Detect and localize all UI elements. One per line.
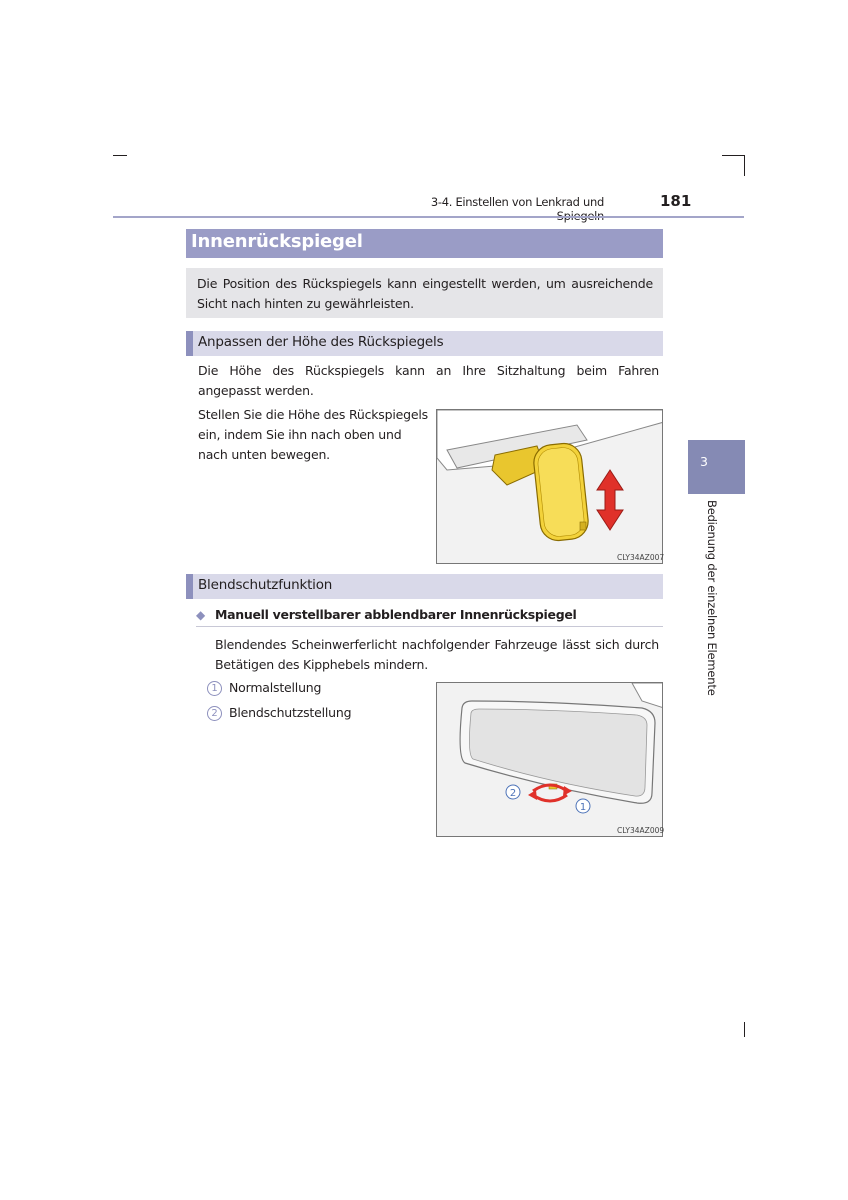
circle-number-2: 2	[207, 706, 222, 721]
list-item-normal-label: Normalstellung	[229, 680, 322, 695]
figure-mirror-antiglare	[436, 682, 663, 837]
glare-paragraph: Blendendes Scheinwerferlicht nachfolgender Fahrzeuge lässt sich durch Betätigen des Kipphebels mindern.	[215, 637, 659, 672]
section-heading-height-text: Anpassen der Höhe des Rückspiegels	[198, 334, 444, 350]
page-title-bar	[186, 229, 663, 258]
subheading-manual-mirror-text: Manuell verstellbarer abblendbarer Innenrückspiegel	[215, 607, 577, 622]
intro-box	[186, 268, 663, 318]
list-item-normal	[207, 680, 321, 696]
chapter-tab	[688, 440, 745, 494]
section-heading-glare-text: Blendschutzfunktion	[198, 577, 333, 593]
intro-text: Die Position des Rückspiegels kann eingestellt werden, um ausreichende Sicht nach hinten zu gewährleisten.	[197, 276, 653, 311]
figure-mirror-height	[436, 409, 663, 564]
subheading-manual-mirror	[196, 606, 663, 627]
page-title: Innenrückspiegel	[191, 231, 363, 252]
height-paragraph-2: Stellen Sie die Höhe des Rückspiegels ein, indem Sie ihn nach oben und nach unten bewegen.	[198, 407, 428, 462]
list-item-antiglare-label: Blendschutzstellung	[229, 705, 352, 720]
callout-2: 2	[509, 788, 517, 799]
figure-code-1: CLY34AZ007	[617, 553, 665, 562]
crop-mark-bottom-right	[744, 1022, 745, 1037]
section-heading-glare	[186, 574, 663, 599]
mirror-height-illustration	[437, 410, 663, 564]
up-down-arrow-icon	[597, 470, 623, 530]
height-paragraph-1: Die Höhe des Rückspiegels kann an Ihre Sitzhaltung beim Fahren angepasst werden.	[198, 363, 659, 398]
circle-number-1: 1	[207, 681, 222, 696]
page-number: 181	[660, 192, 692, 210]
figure-code-2: CLY34AZ009	[617, 826, 665, 835]
chapter-number: 3	[700, 454, 708, 469]
crop-mark-top-left	[113, 155, 127, 156]
list-item-antiglare	[207, 705, 351, 721]
mirror-antiglare-illustration	[437, 683, 663, 837]
diamond-bullet-icon: ◆	[196, 608, 206, 622]
crop-mark-top-right-h	[722, 155, 744, 156]
section-heading-height	[186, 331, 663, 356]
crop-mark-top-right-v	[744, 155, 745, 176]
callout-1: 1	[579, 802, 587, 813]
chapter-title-vertical: Bedienung der einzelnen Elemente	[705, 500, 719, 696]
header-rule	[113, 216, 744, 218]
running-header-section: 3-4. Einstellen von Lenkrad und	[430, 195, 604, 209]
